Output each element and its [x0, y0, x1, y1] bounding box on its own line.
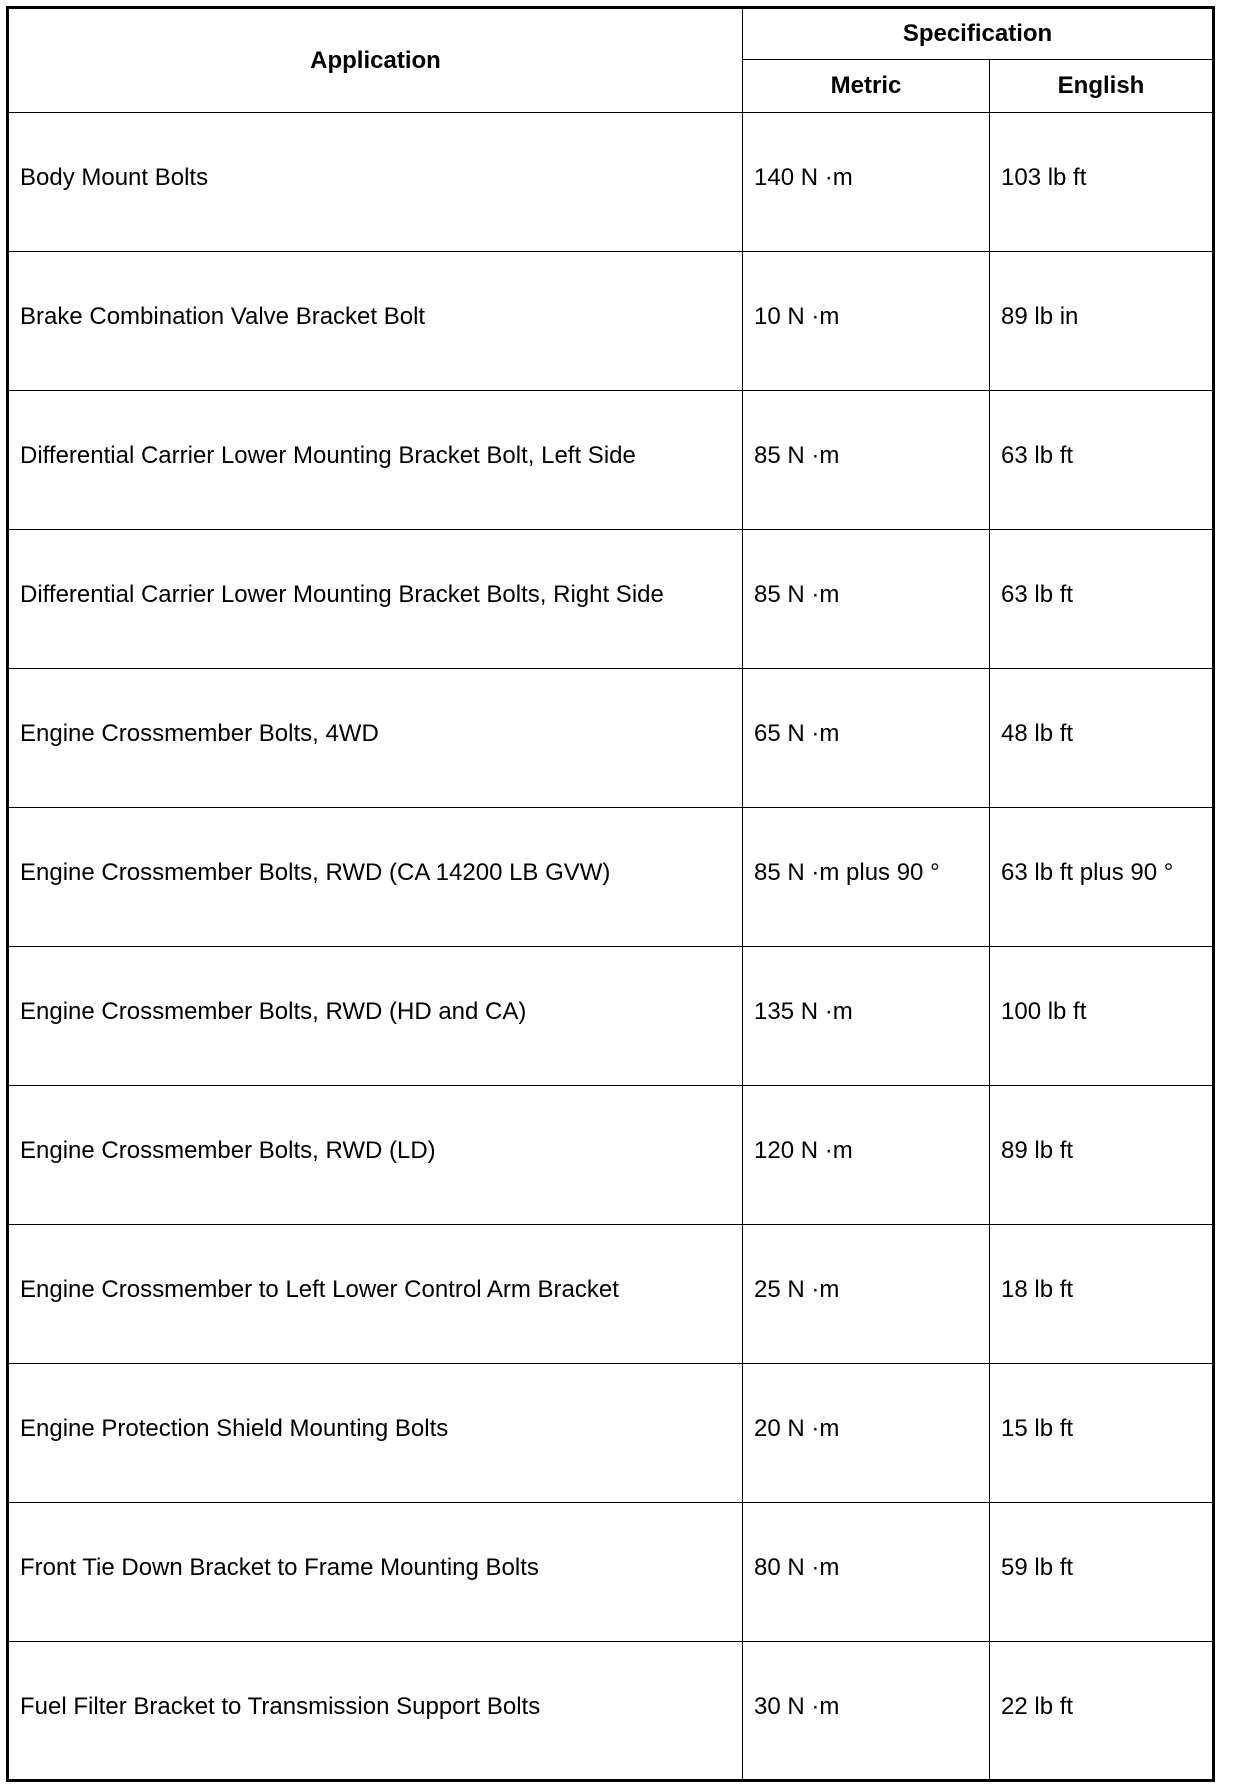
english-cell: 89 lb in — [990, 252, 1214, 391]
table-row — [8, 113, 1214, 252]
table-row — [8, 252, 1214, 391]
english-cell: 63 lb ft plus 90 ° — [990, 808, 1214, 947]
table-header — [8, 8, 1214, 113]
english-cell: 103 lb ft — [990, 113, 1214, 252]
application-cell: Body Mount Bolts — [8, 113, 743, 252]
metric-cell: 25 N ·m — [743, 1225, 990, 1364]
torque-spec-table — [6, 6, 1215, 1782]
application-cell: Fuel Filter Bracket to Transmission Support Bolts — [8, 1642, 743, 1781]
metric-header: Metric — [743, 60, 990, 113]
application-cell: Differential Carrier Lower Mounting Bracket Bolts, Right Side — [8, 530, 743, 669]
english-cell: 63 lb ft — [990, 530, 1214, 669]
metric-cell: 120 N ·m — [743, 1086, 990, 1225]
application-cell: Engine Crossmember to Left Lower Control Arm Bracket — [8, 1225, 743, 1364]
table-body — [8, 113, 1214, 1781]
table-row — [8, 1503, 1214, 1642]
table-row — [8, 669, 1214, 808]
english-cell: 89 lb ft — [990, 1086, 1214, 1225]
english-header: English — [990, 60, 1214, 113]
table-row — [8, 808, 1214, 947]
metric-cell: 30 N ·m — [743, 1642, 990, 1781]
application-cell: Engine Crossmember Bolts, RWD (LD) — [8, 1086, 743, 1225]
metric-cell: 140 N ·m — [743, 113, 990, 252]
metric-cell: 65 N ·m — [743, 669, 990, 808]
application-cell: Front Tie Down Bracket to Frame Mounting Bolts — [8, 1503, 743, 1642]
table-row — [8, 1642, 1214, 1781]
english-cell: 48 lb ft — [990, 669, 1214, 808]
application-cell: Engine Protection Shield Mounting Bolts — [8, 1364, 743, 1503]
table-row — [8, 530, 1214, 669]
table-row — [8, 1086, 1214, 1225]
metric-cell: 85 N ·m — [743, 391, 990, 530]
metric-cell: 10 N ·m — [743, 252, 990, 391]
metric-cell: 80 N ·m — [743, 1503, 990, 1642]
application-cell: Engine Crossmember Bolts, 4WD — [8, 669, 743, 808]
english-cell: 59 lb ft — [990, 1503, 1214, 1642]
table-row — [8, 391, 1214, 530]
application-cell: Brake Combination Valve Bracket Bolt — [8, 252, 743, 391]
english-cell: 22 lb ft — [990, 1642, 1214, 1781]
english-cell: 15 lb ft — [990, 1364, 1214, 1503]
metric-cell: 135 N ·m — [743, 947, 990, 1086]
english-cell: 100 lb ft — [990, 947, 1214, 1086]
table-row — [8, 947, 1214, 1086]
application-header: Application — [8, 8, 743, 113]
specification-header: Specification — [743, 8, 1214, 60]
application-cell: Differential Carrier Lower Mounting Bracket Bolt, Left Side — [8, 391, 743, 530]
application-cell: Engine Crossmember Bolts, RWD (CA 14200 LB GVW) — [8, 808, 743, 947]
metric-cell: 85 N ·m plus 90 ° — [743, 808, 990, 947]
metric-cell: 85 N ·m — [743, 530, 990, 669]
application-cell: Engine Crossmember Bolts, RWD (HD and CA) — [8, 947, 743, 1086]
table-row — [8, 1225, 1214, 1364]
header-row-top — [8, 8, 1214, 60]
table-row — [8, 1364, 1214, 1503]
english-cell: 63 lb ft — [990, 391, 1214, 530]
metric-cell: 20 N ·m — [743, 1364, 990, 1503]
english-cell: 18 lb ft — [990, 1225, 1214, 1364]
